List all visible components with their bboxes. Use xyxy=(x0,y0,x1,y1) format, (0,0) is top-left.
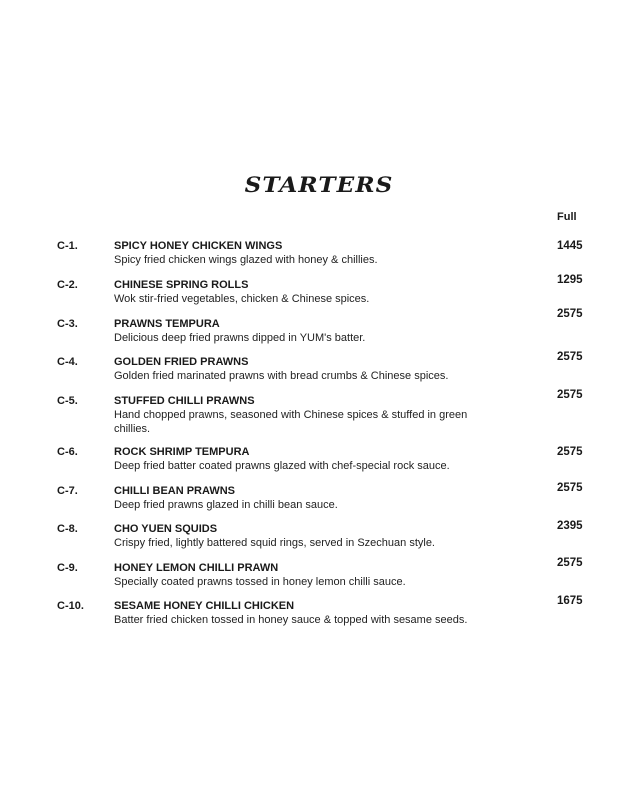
item-description: Deep fried prawns glazed in chilli bean sauce. xyxy=(114,499,338,511)
item-price: 2575 xyxy=(557,557,583,569)
item-name: ROCK SHRIMP TEMPURA xyxy=(114,446,250,458)
item-description: Batter fried chicken tossed in honey sauce & topped with sesame seeds. xyxy=(114,614,468,626)
item-description: Spicy fried chicken wings glazed with honey & chillies. xyxy=(114,254,378,266)
item-price: 2575 xyxy=(557,482,583,494)
item-description: Wok stir-fried vegetables, chicken & Chinese spices. xyxy=(114,293,370,305)
page-title: STARTERS xyxy=(244,172,394,197)
item-price: 2575 xyxy=(557,308,583,320)
item-code: C-3. xyxy=(57,318,78,330)
item-name: CHINESE SPRING ROLLS xyxy=(114,279,249,291)
item-price: 2395 xyxy=(557,520,583,532)
item-code: C-4. xyxy=(57,356,78,368)
price-column-header: Full xyxy=(557,211,577,223)
item-name: CHILLI BEAN PRAWNS xyxy=(114,485,235,497)
item-code: C-2. xyxy=(57,279,78,291)
item-code: C-9. xyxy=(57,562,78,574)
item-price: 2575 xyxy=(557,389,583,401)
item-description: Delicious deep fried prawns dipped in YUM's batter. xyxy=(114,332,366,344)
item-description: Golden fried marinated prawns with bread crumbs & Chinese spices. xyxy=(114,370,449,382)
item-description: Specially coated prawns tossed in honey lemon chilli sauce. xyxy=(114,576,406,588)
item-description: Deep fried batter coated prawns glazed with chef-special rock sauce. xyxy=(114,460,450,472)
item-price: 1295 xyxy=(557,274,583,286)
item-code: C-7. xyxy=(57,485,78,497)
item-code: C-6. xyxy=(57,446,78,458)
item-description: Hand chopped prawns, seasoned with Chinese spices & stuffed in green chillies. xyxy=(114,409,468,435)
item-code: C-8. xyxy=(57,523,78,535)
item-description: Crispy fried, lightly battered squid rings, served in Szechuan style. xyxy=(114,537,435,549)
item-name: CHO YUEN SQUIDS xyxy=(114,523,218,535)
item-code: C-5. xyxy=(57,395,78,407)
item-name: STUFFED CHILLI PRAWNS xyxy=(114,395,255,407)
item-price: 2575 xyxy=(557,446,583,458)
item-price: 1445 xyxy=(557,240,583,252)
item-name: SESAME HONEY CHILLI CHICKEN xyxy=(114,600,295,612)
item-price: 2575 xyxy=(557,351,583,363)
item-code: C-1. xyxy=(57,240,78,252)
item-code: C-10. xyxy=(57,600,84,612)
item-name: SPICY HONEY CHICKEN WINGS xyxy=(114,240,283,252)
item-price: 1675 xyxy=(557,595,583,607)
item-name: GOLDEN FRIED PRAWNS xyxy=(114,356,249,368)
item-name: PRAWNS TEMPURA xyxy=(114,318,220,330)
item-name: HONEY LEMON CHILLI PRAWN xyxy=(114,562,279,574)
